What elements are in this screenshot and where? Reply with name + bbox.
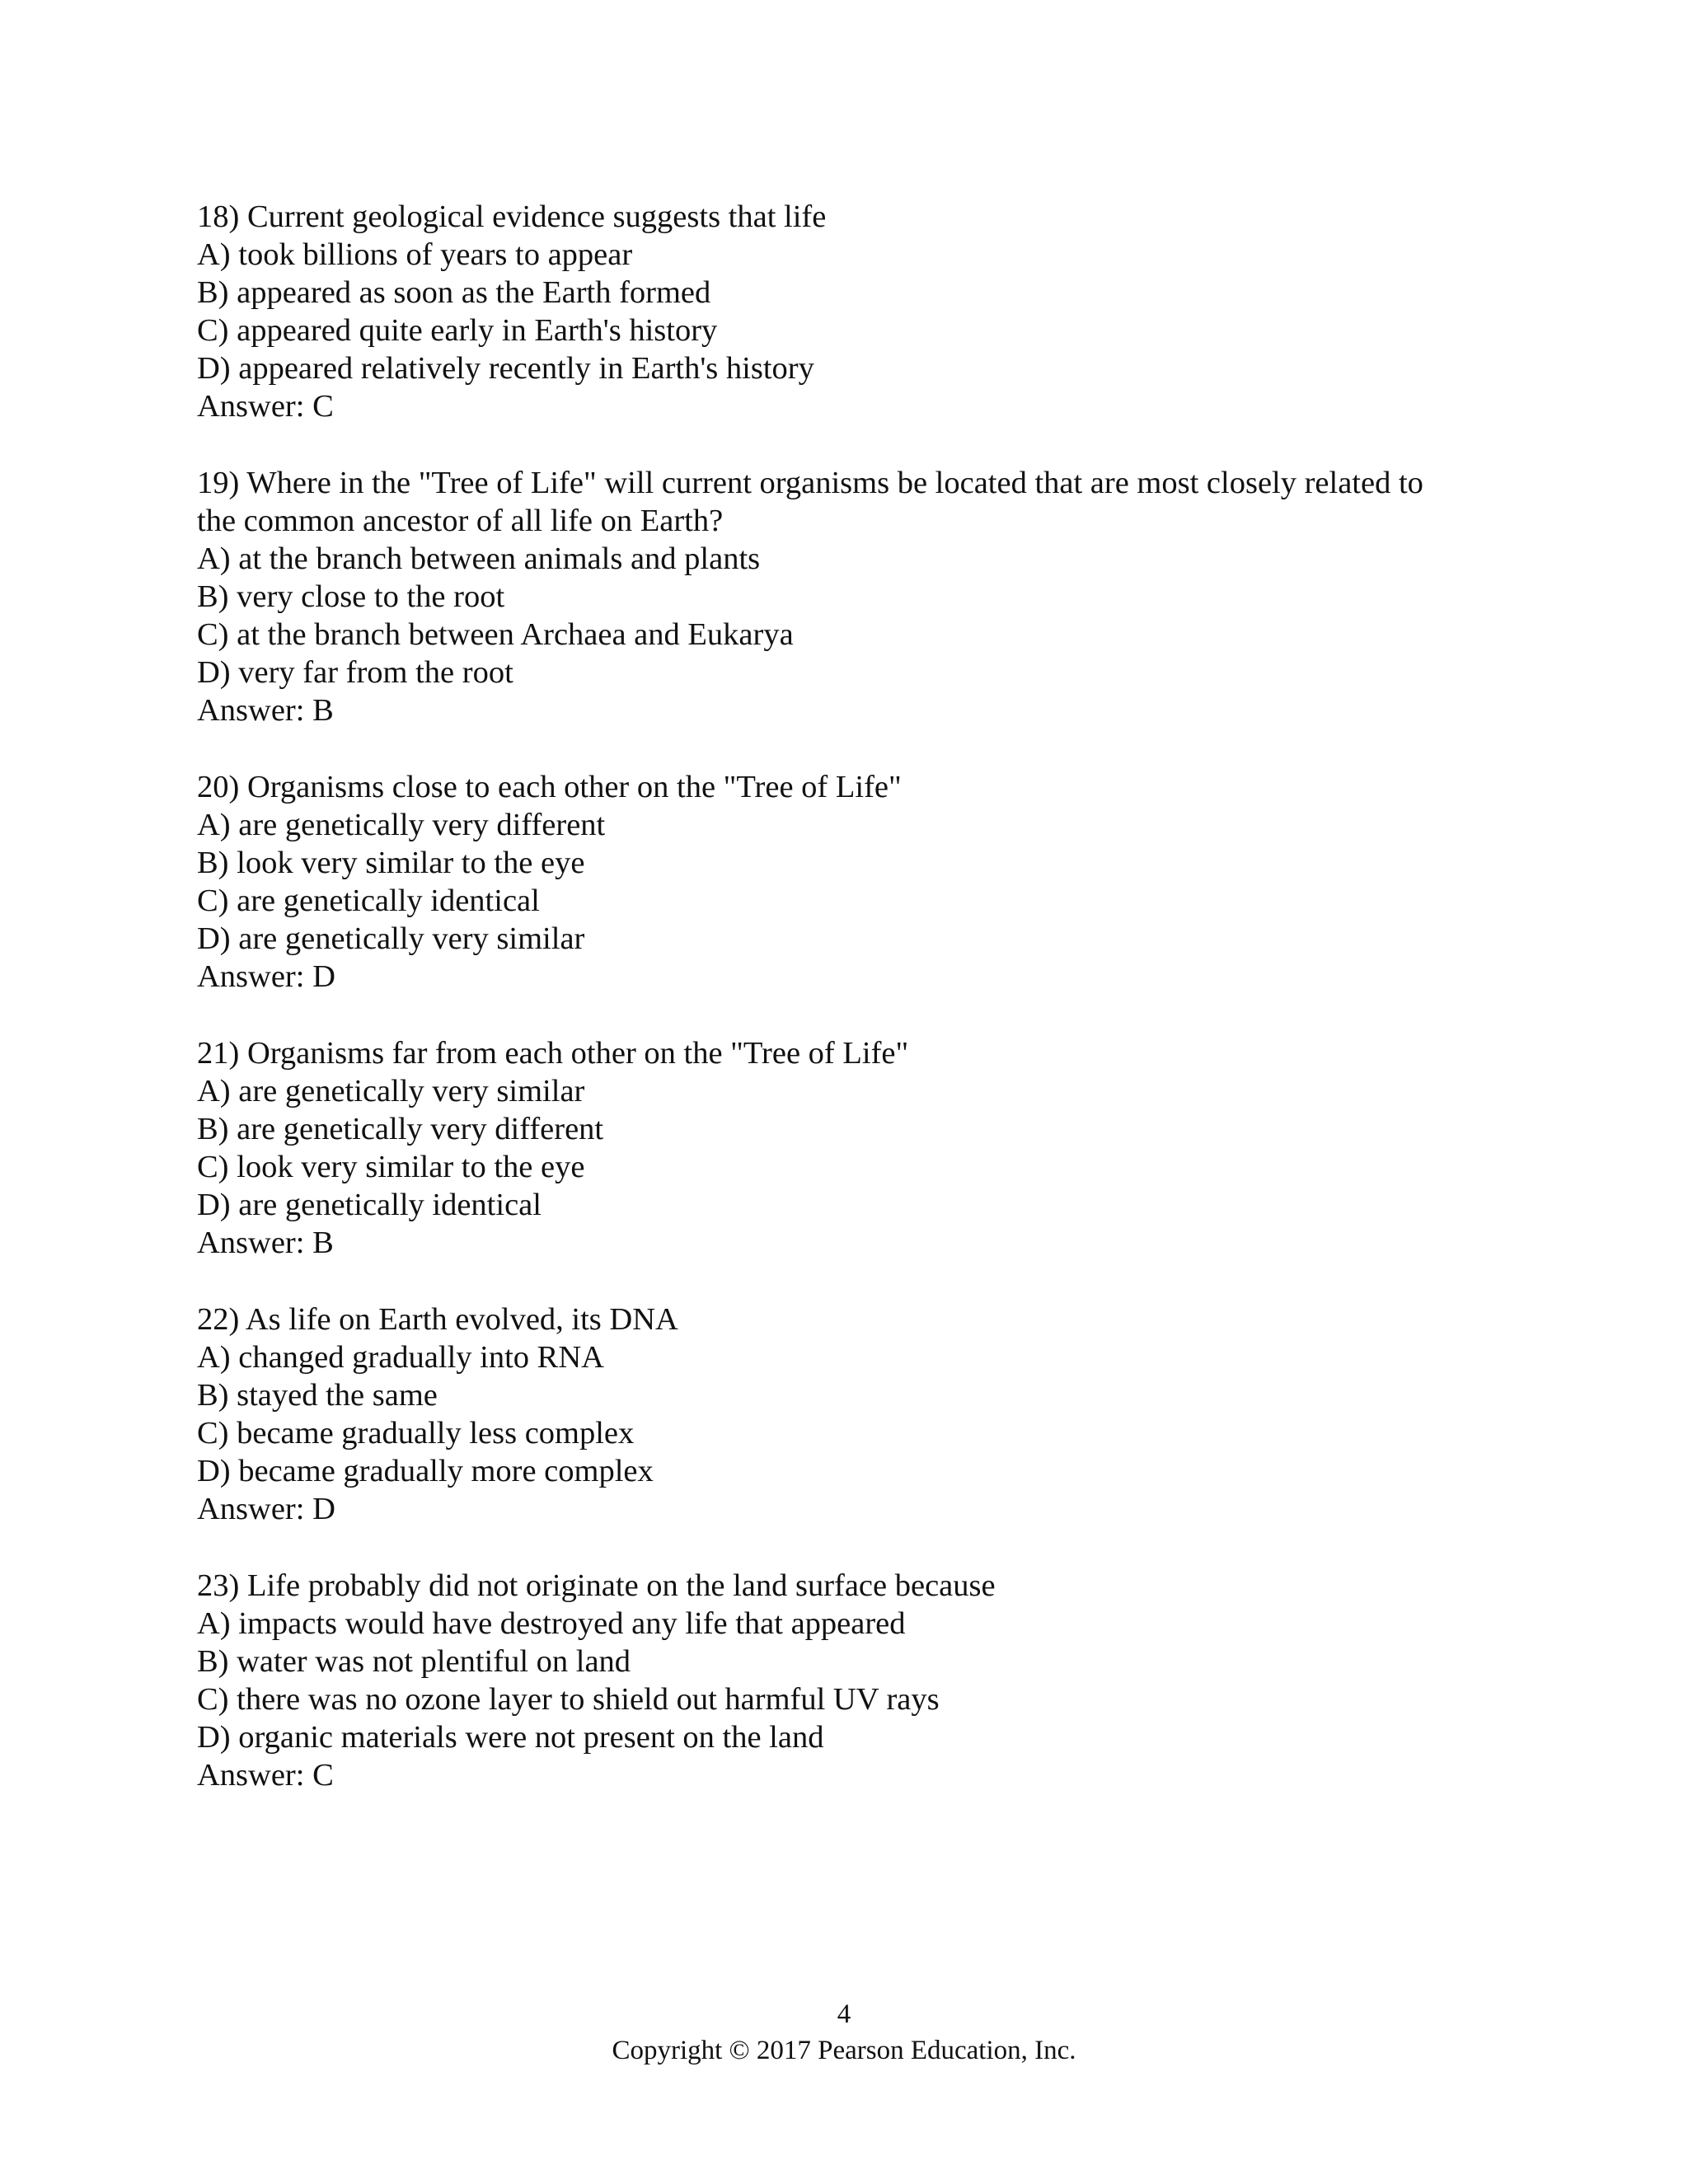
question-stem: 20) Organisms close to each other on the "Tree of Life" xyxy=(197,770,902,804)
option-c: C) became gradually less complex xyxy=(197,1416,635,1451)
answer-line: Answer: B xyxy=(197,693,334,728)
option-b: B) appeared as soon as the Earth formed xyxy=(197,275,711,310)
option-a: A) are genetically very similar xyxy=(197,1074,585,1108)
option-d: D) appeared relatively recently in Earth's history xyxy=(197,351,814,386)
question-stem: 19) Where in the "Tree of Life" will current organisms be located that are most closely related to xyxy=(197,466,1423,500)
question-21 xyxy=(197,1034,1516,1262)
option-b: B) very close to the root xyxy=(197,579,505,614)
question-list xyxy=(197,198,1516,1833)
option-d: D) became gradually more complex xyxy=(197,1454,654,1488)
question-stem: 21) Organisms far from each other on the "Tree of Life" xyxy=(197,1036,909,1071)
option-a: A) are genetically very different xyxy=(197,808,606,842)
question-stem-continued: the common ancestor of all life on Earth? xyxy=(197,504,724,538)
option-a: A) changed gradually into RNA xyxy=(197,1340,604,1375)
question-19 xyxy=(197,464,1516,729)
option-b: B) are genetically very different xyxy=(197,1112,604,1146)
question-20 xyxy=(197,768,1516,996)
option-c: C) appeared quite early in Earth's history xyxy=(197,313,718,348)
option-d: D) very far from the root xyxy=(197,655,513,690)
option-a: A) impacts would have destroyed any life that appeared xyxy=(197,1606,906,1641)
option-c: C) look very similar to the eye xyxy=(197,1150,585,1184)
question-stem: 23) Life probably did not originate on the land surface because xyxy=(197,1568,996,1603)
answer-line: Answer: D xyxy=(197,959,335,994)
option-b: B) look very similar to the eye xyxy=(197,846,585,880)
question-23 xyxy=(197,1567,1516,1794)
answer-line: Answer: B xyxy=(197,1226,334,1260)
answer-line: Answer: C xyxy=(197,389,334,424)
question-18 xyxy=(197,198,1516,425)
option-d: D) organic materials were not present on the land xyxy=(197,1720,824,1755)
answer-line: Answer: C xyxy=(197,1758,334,1793)
option-b: B) stayed the same xyxy=(197,1378,438,1413)
option-a: A) at the branch between animals and plants xyxy=(197,541,761,576)
option-c: C) at the branch between Archaea and Eukarya xyxy=(197,617,794,652)
copyright-notice: Copyright © 2017 Pearson Education, Inc. xyxy=(612,2036,1076,2065)
option-d: D) are genetically very similar xyxy=(197,921,585,956)
option-a: A) took billions of years to appear xyxy=(197,237,633,272)
answer-line: Answer: D xyxy=(197,1492,335,1526)
question-stem: 18) Current geological evidence suggests that life xyxy=(197,199,827,234)
question-22 xyxy=(197,1301,1516,1528)
option-b: B) water was not plentiful on land xyxy=(197,1644,631,1679)
page-number: 4 xyxy=(837,1999,851,2029)
question-stem: 22) As life on Earth evolved, its DNA xyxy=(197,1302,678,1337)
option-d: D) are genetically identical xyxy=(197,1188,542,1222)
option-c: C) there was no ozone layer to shield out harmful UV rays xyxy=(197,1682,940,1717)
option-c: C) are genetically identical xyxy=(197,883,540,918)
